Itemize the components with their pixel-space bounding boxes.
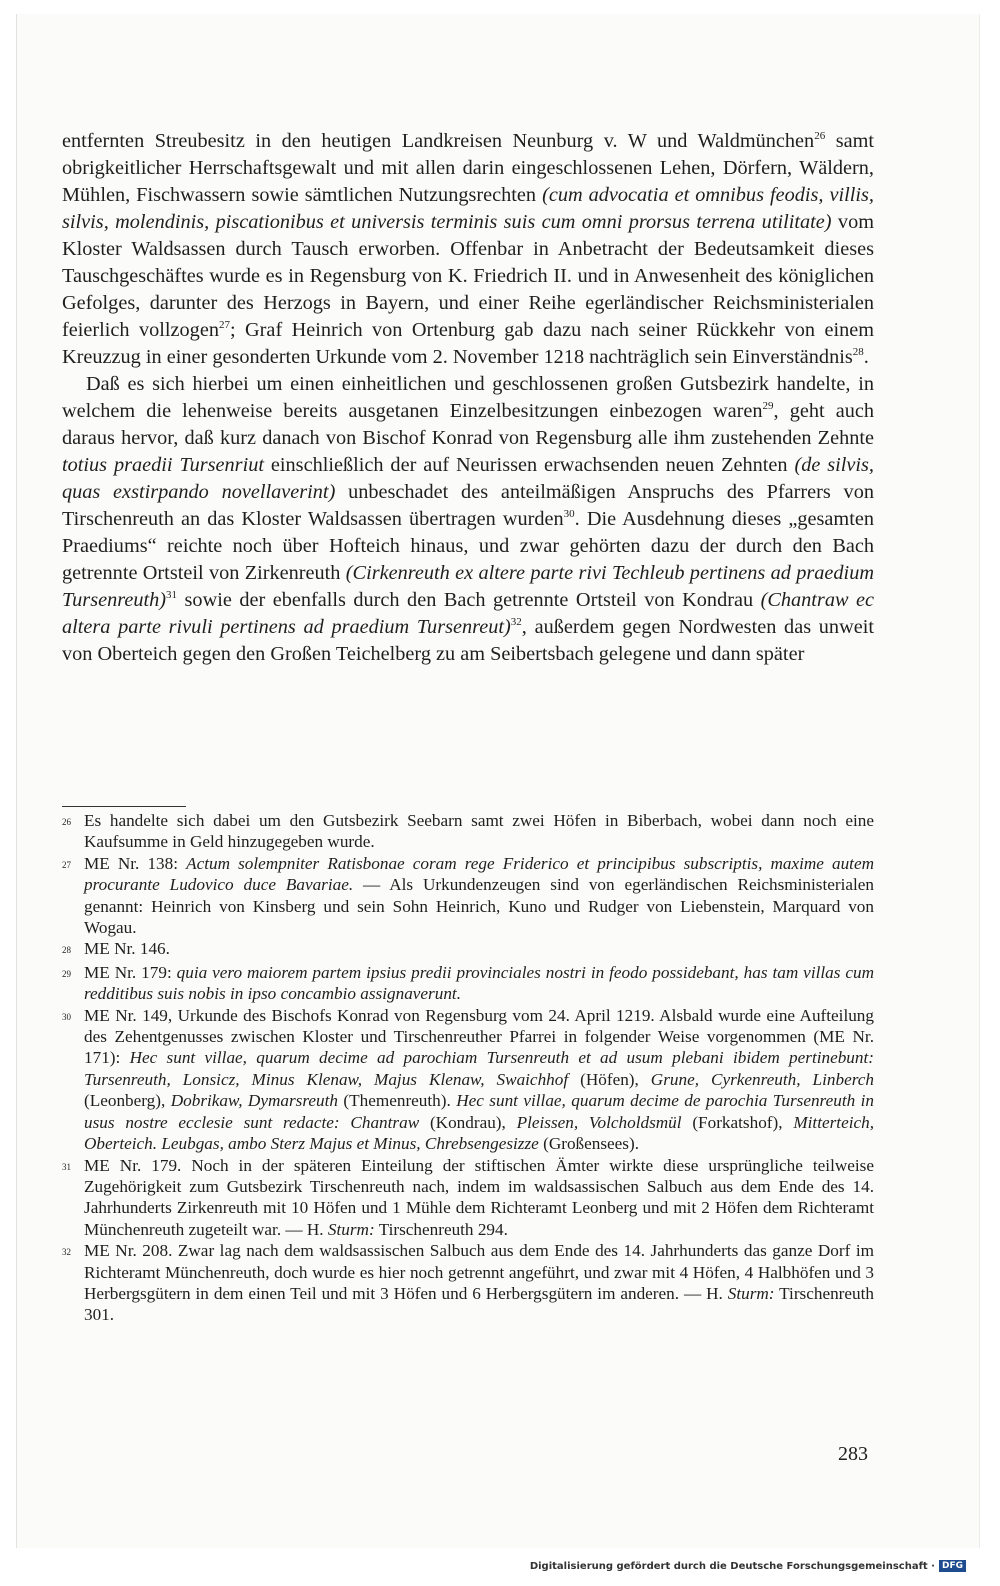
latin-quote: (Cirkenreuth ex altere parte rivi Techleub pertinens ad praedium Tursenreuth): [62, 562, 874, 611]
footnote-26: [62, 810, 874, 853]
latin-quote: Dobrikaw, Dymarsreuth: [170, 1091, 338, 1111]
footnote-number: 28: [62, 945, 71, 956]
footnote-number: 32: [62, 1247, 71, 1258]
text-run: ME Nr. 149, Urkunde des Bischofs Konrad von Regensburg vom 24. April 1219. Alsbald wurde eine Aufteilung des Zehentgenusses zwischen Kloster und Tirschenreuther Pfarrei in folgender Weise vorgenommen (ME Nr. 171):: [84, 1005, 874, 1068]
text-run: Daß es sich hierbei um einen einheitlichen und geschlossenen großen Gutsbezirk handelte, in welchem die lehenweise bereits ausgetanen Einzelbesitzungen einbezogen waren: [62, 373, 874, 422]
footnote-28: [62, 938, 874, 961]
text-run: (Kondrau),: [419, 1112, 517, 1132]
footnote-text: [84, 962, 874, 1005]
text-run: (Forkatshof),: [681, 1112, 794, 1132]
text-run: ; Graf Heinrich von Ortenburg gab dazu nach seiner Rückkehr von einem Kreuzzug in einer gesonderten Urkunde vom 2. November 1218 nachträglich sein Einverständnis: [62, 319, 874, 368]
footnote-text: [84, 810, 874, 853]
text-run: — Als Urkundenzeugen sind von egerländischen Reichsministerialen genannt: Heinrich von Kinsberg und sein Sohn Heinrich, Kuno und Rudger von Liebenstein, Marquard von Wogau.: [84, 875, 874, 938]
footnote-ref: 32: [510, 616, 522, 629]
text-run: ME Nr. 208. Zwar lag nach dem waldsassischen Salbuch aus dem Ende des 14. Jahrhunderts das ganze Dorf im Richteramt Münchenreuth, doch wurde es hier noch getrennt angeführt, und zwar mit 4 Höfen, 4 Halbhöfen und 3 Herbergsgütern in dem einen Teil und mit 3 Höfen und 6 Herbergsgütern im anderen. — H.: [84, 1241, 874, 1303]
footnote-27: [62, 853, 874, 939]
latin-quote: totius praedii Tursenriut: [62, 454, 264, 476]
footer-text: Digitalisierung gefördert durch die Deutsche Forschungsgemeinschaft ·: [529, 1560, 935, 1572]
latin-quote: Pleissen, Volcholdsmül: [516, 1112, 682, 1132]
text-run: einschließlich der auf Neurissen erwachsenden neuen Zehnten: [264, 454, 795, 476]
footnote-text: [84, 1240, 874, 1326]
latin-quote: (cum advocatia et omnibus feodis, villis, silvis, molendinis, piscationibus et universis terminis suis cum omni prorsus terrena utilitate): [62, 184, 874, 233]
footnote-divider: [62, 806, 186, 807]
latin-quote: Actum solempniter Ratisbonae coram rege Friderico et principibus subscriptis, maxime autem procurante Ludovico duce Bavariae.: [84, 853, 874, 895]
text-run: sowie der ebenfalls durch den Bach getrennte Ortsteil von Kondrau: [177, 589, 761, 611]
footnote-text: [84, 938, 874, 961]
latin-quote: (de silvis, quas exstirpando novellaverint): [62, 454, 874, 503]
text-run: . Die Ausdehnung dieses „gesamten Praediums“ reichte noch über Hofteich hinaus, und zwar gehörten dazu der durch den Bach getrennte Ortsteil von Zirkenreuth: [62, 508, 874, 584]
footnote-32: [62, 1240, 874, 1326]
latin-quote: Grune, Cyrkenreuth, Linberch: [650, 1069, 874, 1089]
latin-quote: Mitterteich, Oberteich. Leubgas, ambo Sterz Majus et Minus, Chrebsengesizze: [84, 1112, 874, 1154]
footnote-ref: 31: [166, 589, 178, 602]
paragraph-2: [62, 371, 874, 668]
footnote-ref: 27: [218, 319, 230, 332]
text-run: .: [863, 346, 869, 368]
text-run: Es handelte sich dabei um den Gutsbezirk Seebarn samt zwei Höfen in Biberbach, wobei dann noch eine Kaufsumme in Geld hinzugegeben wurde.: [84, 811, 874, 852]
footnote-number: 26: [62, 817, 71, 827]
footnote-text: [84, 1155, 874, 1241]
footnote-number: 27: [62, 859, 71, 870]
text-run: ME Nr. 179:: [84, 962, 177, 982]
latin-quote: (Chantraw ec altera parte rivuli pertinens ad praedium Tursenreut): [62, 589, 874, 638]
footnote-text: [84, 853, 874, 939]
footnote-ref: 26: [814, 130, 826, 143]
footnotes: [62, 810, 874, 1326]
text-run: , geht auch daraus hervor, daß kurz danach von Bischof Konrad von Regensburg alle ihm zustehenden Zehnte: [62, 400, 874, 449]
footnote-29: [62, 962, 874, 1005]
text-run: Tirschenreuth 301.: [84, 1283, 874, 1325]
text-run: (Großensees).: [538, 1134, 640, 1154]
dfg-logo: DFG: [939, 1560, 966, 1572]
text-run: ME Nr. 146.: [84, 939, 170, 959]
text-run: unbeschadet des anteilmäßigen Anspruchs des Pfarrers von Tirschenreuth an das Kloster Waldsassen übertragen wurden: [62, 481, 874, 530]
text-run: Tirschenreuth 294.: [374, 1219, 508, 1239]
author-name: Sturm:: [727, 1283, 775, 1303]
footnote-number: 31: [62, 1161, 71, 1172]
footnote-ref: 29: [762, 400, 774, 413]
text-run: (Höfen),: [568, 1069, 651, 1089]
text-run: ME Nr. 179. Noch in der späteren Einteilung der stiftischen Ämter wirkte diese ursprüngliche teilweise Zugehörigkeit zum Gutsbezirk Tirschenreuth nach, indem im waldsassischen Salbuch aus dem Ende des 14. Jahrhunderts Zirkenreuth mit 10 Höfen und 1 Mühle dem Richteramt Leonberg und mit 2 Höfen dem Richteramt Münchenreuth zugeteilt war. — H.: [84, 1155, 874, 1239]
text-run: vom Kloster Waldsassen durch Tausch erworben. Offenbar in Anbetracht der Bedeutsamkeit dieses Tauschgeschäftes wurde es in Regensburg von K. Friedrich II. und in Anwesenheit des königlichen Gefolges, darunter des Herzogs in Bayern, und einer Reihe egerländischer Reichsministerialen feierlich vollzogen: [62, 211, 874, 341]
text-run: entfernten Streubesitz in den heutigen Landkreisen Neunburg v. W und Waldmünchen: [62, 130, 815, 152]
digitization-footer: [530, 1560, 966, 1572]
author-name: Sturm:: [327, 1219, 375, 1239]
page-number: 283: [838, 1443, 868, 1465]
footnote-30: [62, 1005, 874, 1155]
text-run: (Leonberg),: [84, 1091, 171, 1111]
latin-quote: Hec sunt villae, quarum decime de parochia Tursenreuth in usus nostre ecclesie sunt redacte: Chantraw: [84, 1091, 874, 1132]
footnote-number: 30: [62, 1011, 71, 1022]
text-run: samt obrigkeitlicher Herrschaftsgewalt und mit allen darin eingeschlossenen Lehen, Dörfern, Wäldern, Mühlen, Fischwassern sowie sämtlichen Nutzungsrechten: [62, 130, 875, 206]
paragraph-1: [62, 128, 874, 371]
latin-quote: quia vero maiorem partem ipsius predii provinciales nostri in feodo possidebant, has tam villas cum redditibus suis nobis in ipso concambio assignaverunt.: [84, 962, 875, 1004]
text-run: (Themenreuth).: [337, 1091, 457, 1111]
footnote-ref: 28: [852, 346, 864, 359]
text-run: ME Nr. 138:: [84, 853, 187, 873]
latin-quote: Hec sunt villae, quarum decime ad parochiam Tursenreuth et ad usum plebani ibidem pertinebunt: Tursenreuth, Lonsicz, Minus Klenaw, Majus Klenaw, Swaichhof: [84, 1048, 874, 1089]
main-text: [62, 128, 874, 668]
footnote-ref: 30: [563, 508, 575, 521]
footnote-31: [62, 1155, 874, 1241]
footnote-number: 29: [62, 968, 71, 979]
footnote-text: [84, 1005, 874, 1155]
text-run: , außerdem gegen Nordwesten das unweit von Oberteich gegen den Großen Teichelberg zu am Seibertsbach gelegene und dann später: [62, 616, 874, 665]
